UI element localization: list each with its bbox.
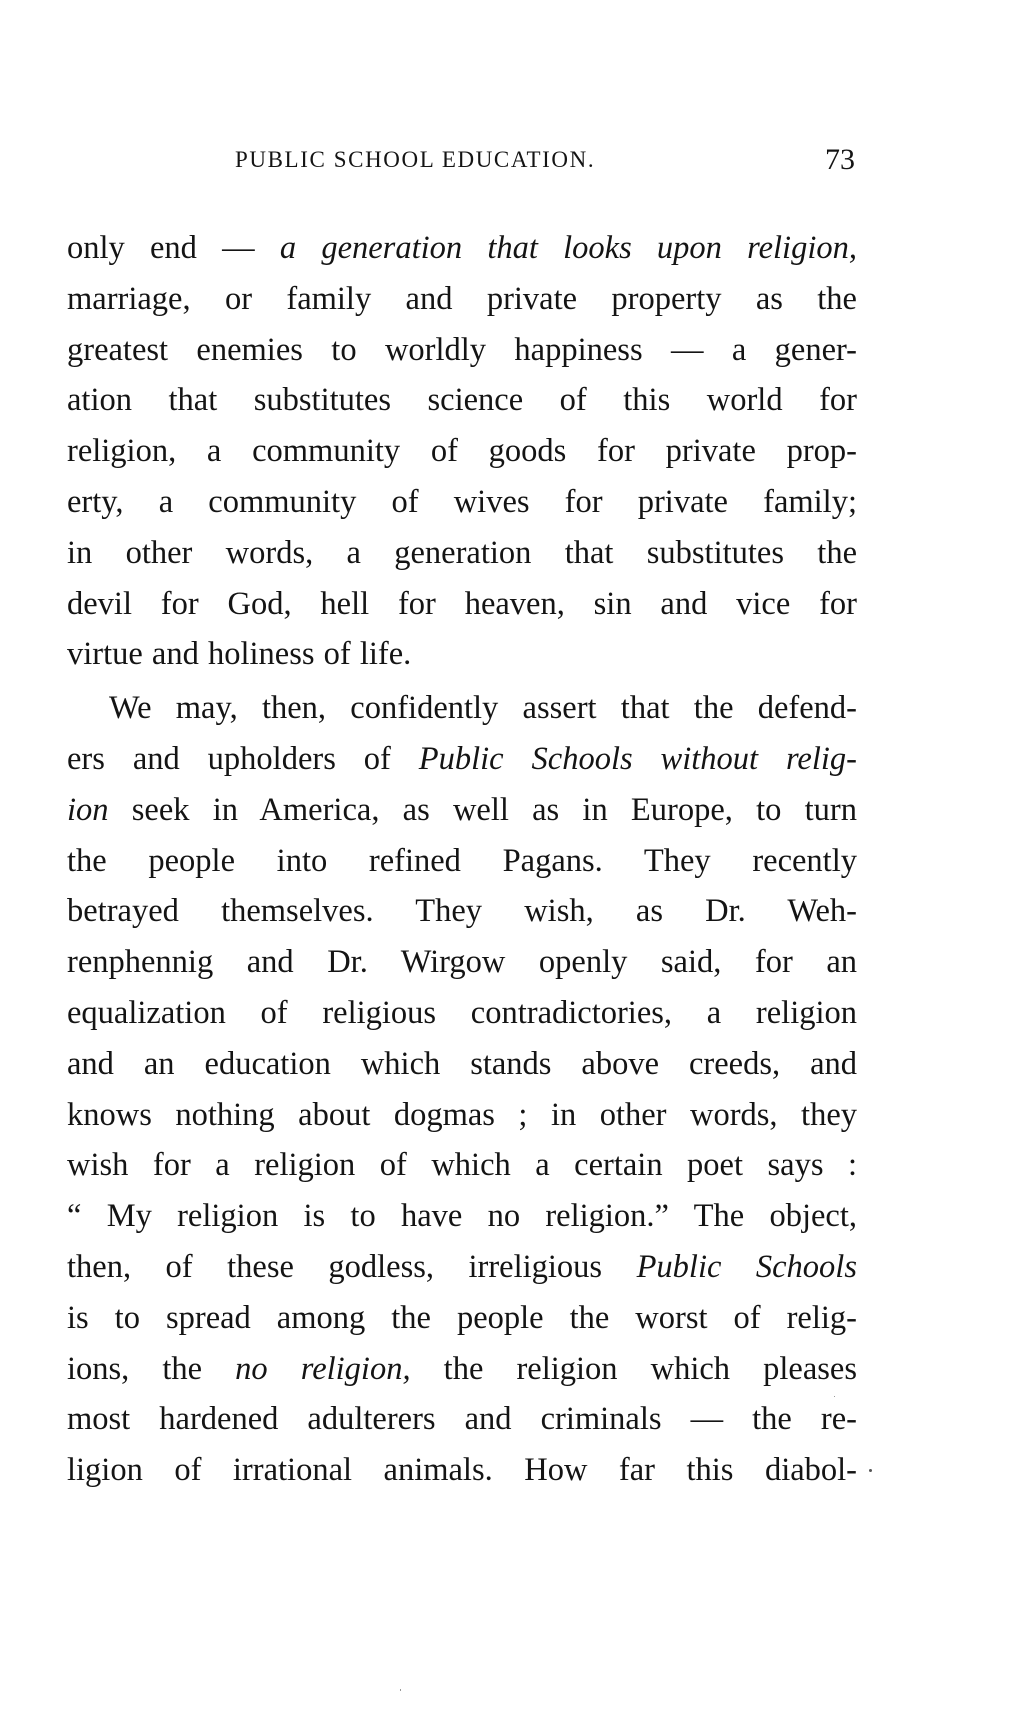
paragraph-2 [67, 683, 857, 1496]
roman-text: ions, the [67, 1350, 236, 1387]
body-text [67, 223, 857, 1496]
text-line: in other words, a generation that substitutes the [67, 534, 857, 571]
running-head [235, 143, 855, 177]
text-line: religion, a community of goods for private prop- [67, 433, 857, 470]
text-line: renphennig and Dr. Wirgow openly said, for an [67, 944, 857, 981]
italic-text: a generation that looks upon religion, [279, 230, 857, 266]
text-line: equalization of religious contradictories, a religion [67, 994, 857, 1031]
roman-text: seek in America, as well as in Europe, to turn [108, 791, 857, 828]
text-line: erty, a community of wives for private family; [67, 483, 857, 520]
text-line: devil for God, hell for heaven, sin and vice for [67, 585, 857, 622]
text-line [67, 785, 857, 836]
roman-text: then, of these godless, irreligious [67, 1248, 637, 1285]
page-number: 73 [825, 143, 855, 176]
text-line: ligion of irrational animals. How far this diabol- [67, 1452, 857, 1489]
text-line: marriage, or family and private property as the [67, 280, 857, 317]
text-line: greatest enemies to worldly happiness — a gener- [67, 331, 857, 368]
text-line: ation that substitutes science of this world for [67, 382, 857, 419]
text-line: the people into refined Pagans. They recently [67, 842, 857, 879]
text-line [67, 1344, 857, 1395]
italic-text: Public Schools [636, 1248, 857, 1285]
text-line: betrayed themselves. They wish, as Dr. Weh- [67, 893, 857, 930]
text-line: most hardened adulterers and criminals — the re- [67, 1401, 857, 1438]
text-line: wish for a religion of which a certain poet says : [67, 1147, 857, 1184]
italic-text: ion [67, 791, 109, 828]
print-speck [400, 1689, 401, 1691]
text-line: is to spread among the people the worst of relig- [67, 1299, 857, 1336]
running-title: PUBLIC SCHOOL EDUCATION. [235, 147, 596, 172]
print-speck [834, 1396, 835, 1397]
print-speck [869, 1469, 872, 1472]
text-line [67, 223, 857, 274]
text-line: We may, then, confidently assert that the defend- [109, 690, 857, 727]
italic-text: no religion, [235, 1350, 411, 1387]
italic-text: Public Schools without relig- [418, 740, 857, 777]
text-line: and an education which stands above creeds, and [67, 1045, 857, 1082]
text-line: “ My religion is to have no religion.” The object, [67, 1198, 857, 1235]
text-line [67, 734, 857, 785]
paragraph-1 [67, 223, 857, 680]
roman-text: ers and upholders of [67, 740, 419, 777]
text-line [67, 1242, 857, 1293]
text-line: knows nothing about dogmas ; in other words, they [67, 1096, 857, 1133]
roman-text: the religion which pleases [410, 1350, 857, 1387]
text-line: virtue and holiness of life. [67, 636, 412, 673]
roman-text: only end — [67, 230, 280, 266]
